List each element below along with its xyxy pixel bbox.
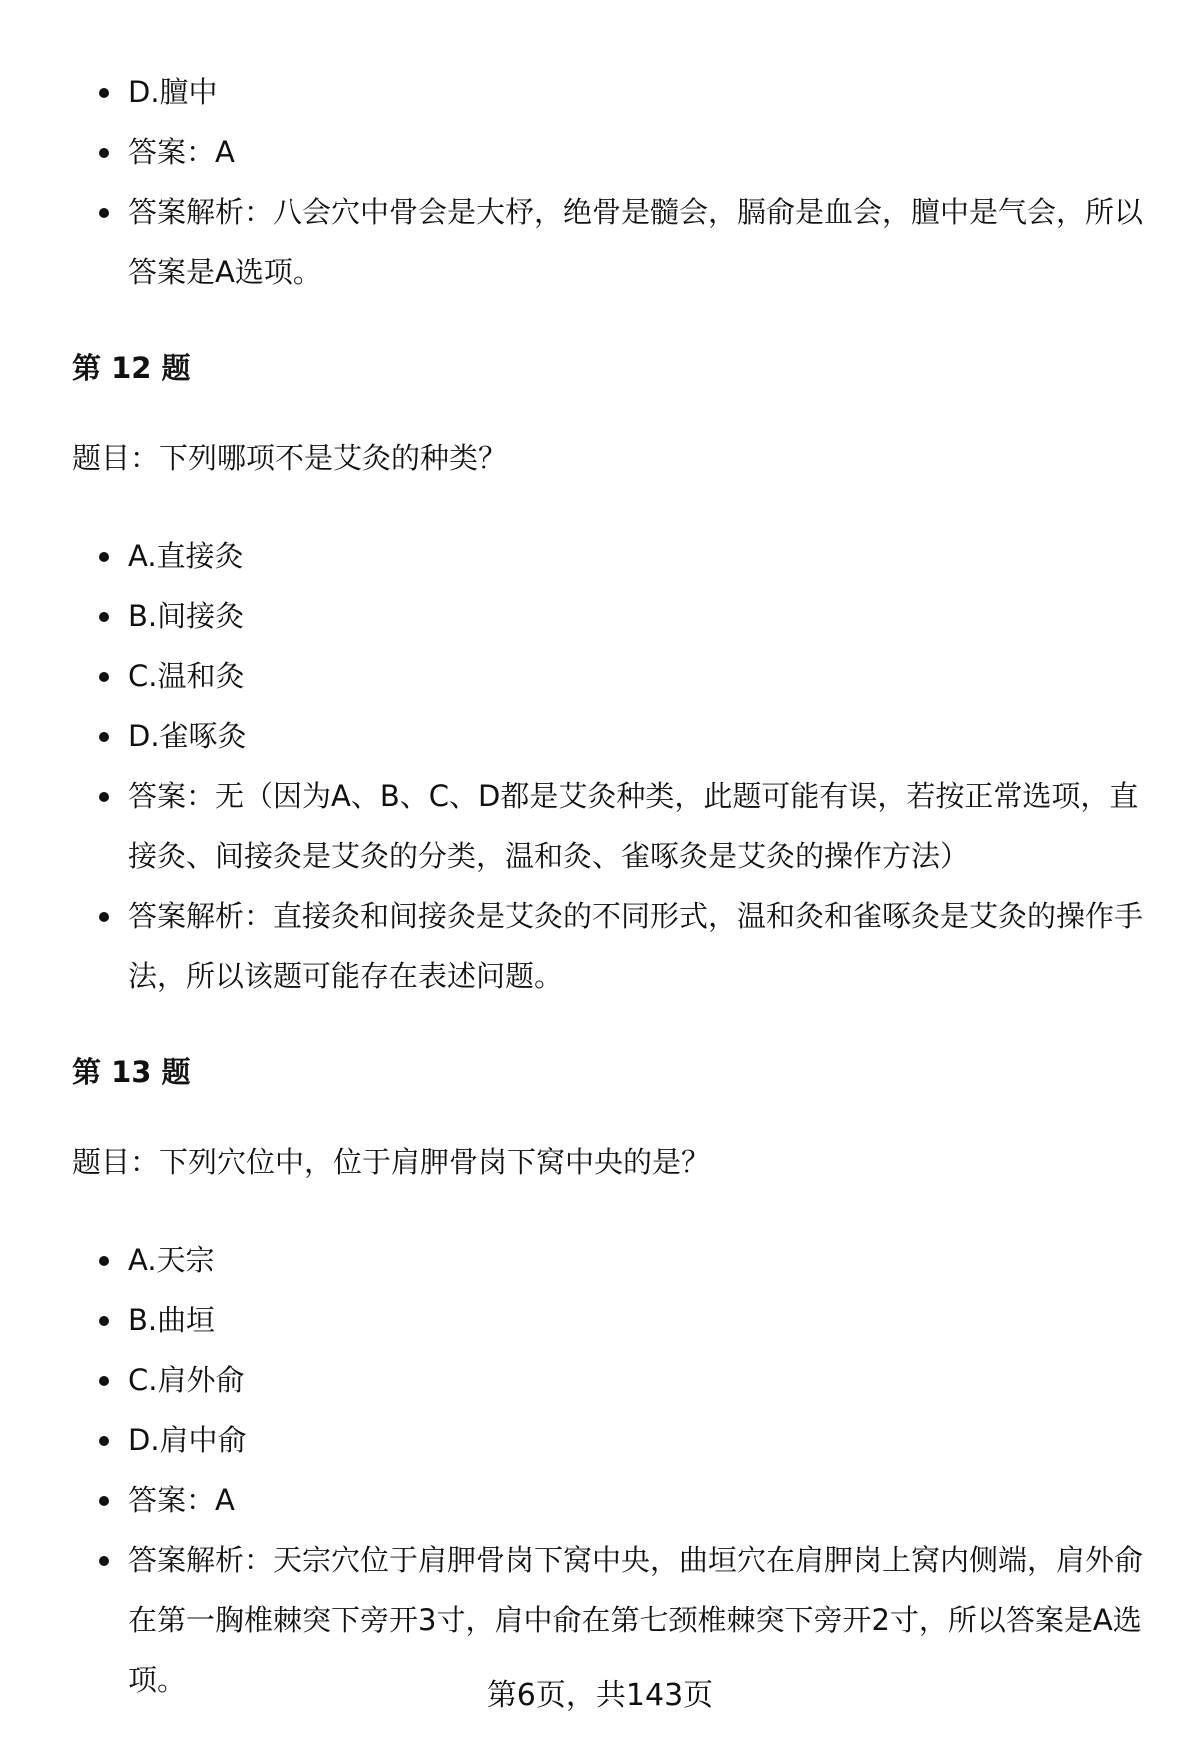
list-item: 答案：A — [72, 122, 1152, 182]
list-item: 答案解析：八会穴中骨会是大杼，绝骨是髓会，膈俞是血会，膻中是气会，所以答案是A选项。 — [72, 182, 1152, 302]
answer-item: 答案：A — [72, 1470, 1152, 1530]
question-13-text: 题目：下列穴位中，位于肩胛骨岗下窝中央的是？ — [72, 1145, 711, 1179]
page-content — [72, 62, 1152, 1710]
option-item: A.天宗 — [72, 1230, 1152, 1290]
question-12-text: 题目：下列哪项不是艾灸的种类？ — [72, 441, 508, 475]
explanation-item: 答案解析：直接灸和间接灸是艾灸的不同形式，温和灸和雀啄灸是艾灸的操作手法，所以该题可能存在表述问题。 — [72, 886, 1152, 1006]
option-item: A.直接灸 — [72, 526, 1152, 586]
question-12-heading: 第 12 题 — [72, 351, 191, 385]
q11-tail-list — [72, 62, 1152, 302]
option-item: B.曲垣 — [72, 1290, 1152, 1350]
explanation-item: 答案解析：天宗穴位于肩胛骨岗下窝中央，曲垣穴在肩胛岗上窝内侧端，肩外俞在第一胸椎棘突下旁开3寸，肩中俞在第七颈椎棘突下旁开2寸，所以答案是A选项。 — [72, 1530, 1152, 1710]
list-item: D.膻中 — [72, 62, 1152, 122]
question-12-options — [72, 526, 1152, 1006]
option-item: D.雀啄灸 — [72, 706, 1152, 766]
answer-item: 答案：无（因为A、B、C、D都是艾灸种类，此题可能有误，若按正常选项，直接灸、间接灸是艾灸的分类，温和灸、雀啄灸是艾灸的操作方法） — [72, 766, 1152, 886]
option-item: C.肩外俞 — [72, 1350, 1152, 1410]
question-13-heading: 第 13 题 — [72, 1055, 191, 1089]
option-item: D.肩中俞 — [72, 1410, 1152, 1470]
page-number: 第6页，共143页 — [486, 1678, 714, 1713]
option-item: B.间接灸 — [72, 586, 1152, 646]
question-13-options — [72, 1230, 1152, 1710]
option-item: C.温和灸 — [72, 646, 1152, 706]
